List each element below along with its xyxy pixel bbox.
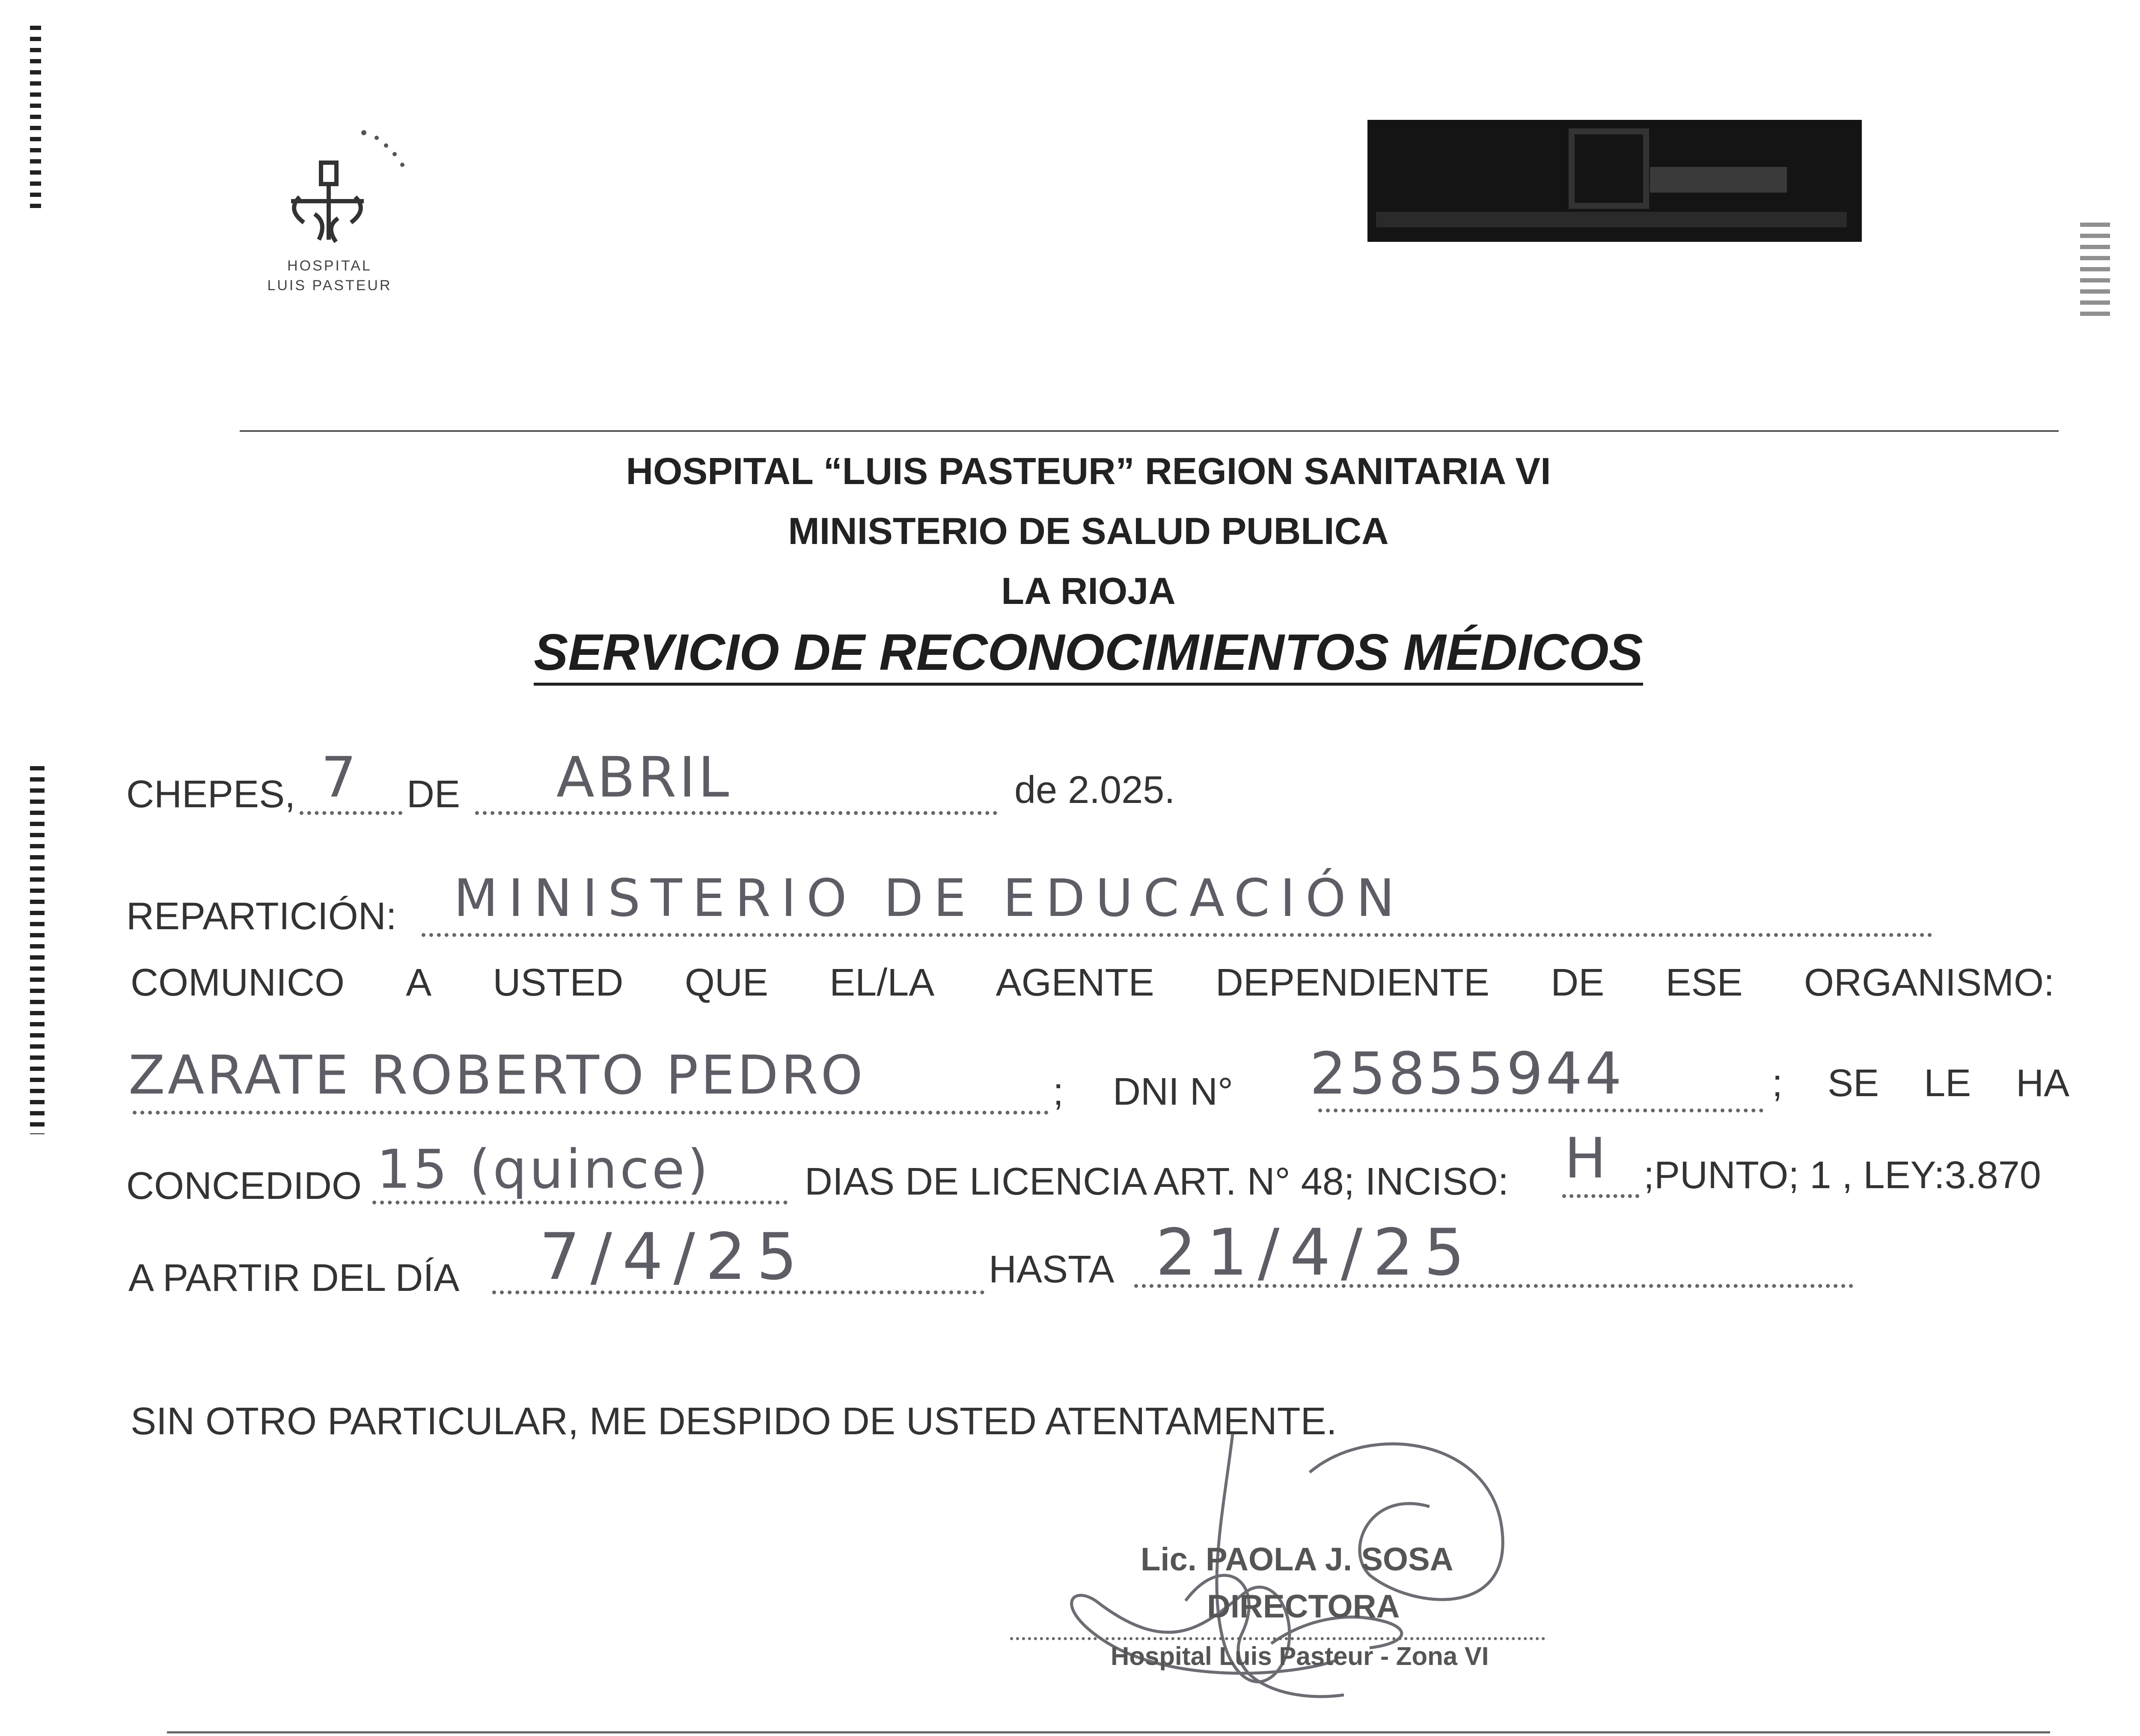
- agent-name-handwritten: ZARATE ROBERTO PEDRO: [128, 1044, 865, 1106]
- signature-title: DIRECTORA: [1207, 1588, 1400, 1625]
- period-from-handwritten: 7/4/25: [539, 1220, 808, 1294]
- concedido-label: CONCEDIDO: [126, 1165, 362, 1207]
- concedido-days-dots: [372, 1201, 788, 1204]
- comunico-word: AGENTE: [996, 961, 1154, 1004]
- agent-semicolon: ;: [1053, 1070, 1064, 1113]
- redacted-block: [1367, 120, 1862, 242]
- header-hospital-line: HOSPITAL “LUIS PASTEUR” REGION SANITARIA VI: [626, 450, 1551, 492]
- bottom-rule: [167, 1731, 2050, 1733]
- reparticion-dots: [422, 933, 1932, 937]
- logo-name: [240, 256, 419, 295]
- period-to-handwritten: 21/4/25: [1156, 1216, 1475, 1290]
- reparticion-label: REPARTICIÓN:: [126, 895, 397, 938]
- reparticion-handwritten: MINISTERIO DE EDUCACIÓN: [454, 869, 1405, 928]
- concedido-dias-text: DIAS DE LICENCIA ART. N° 48; INCISO:: [805, 1160, 1509, 1203]
- period-to-label: HASTA: [989, 1248, 1115, 1291]
- signature-org: Hospital Luis Pasteur - Zona VI: [1111, 1642, 1489, 1671]
- date-city: CHEPES,: [126, 773, 296, 816]
- period-from-label: A PARTIR DEL DÍA: [128, 1257, 460, 1299]
- date-day-dots: [300, 811, 402, 815]
- header-ministry-line: MINISTERIO DE SALUD PUBLICA: [788, 510, 1389, 552]
- logo-name-line1: HOSPITAL: [287, 258, 372, 274]
- date-month-dots: [475, 811, 997, 815]
- signature-dots: [1010, 1637, 1545, 1640]
- scan-edge-left: [30, 766, 45, 1134]
- date-year: de 2.025.: [1014, 769, 1175, 812]
- header-province-line: LA RIOJA: [1001, 570, 1176, 612]
- closing-sentence: SIN OTRO PARTICULAR, ME DESPIDO DE USTED ATENTAMENTE.: [131, 1400, 1337, 1443]
- date-day-handwritten: 7: [321, 745, 359, 810]
- comunico-word: ORGANISMO:: [1804, 961, 2054, 1004]
- inciso-dots: [1562, 1194, 1639, 1198]
- service-title-text: SERVICIO DE RECONOCIMIENTOS MÉDICOS: [534, 624, 1643, 686]
- service-title: [0, 623, 2140, 682]
- date-month-handwritten: ABRIL: [556, 745, 732, 810]
- date-de-label: DE: [407, 773, 461, 816]
- scan-edge-top-left: [30, 26, 41, 210]
- signature-name: Lic. PAOLA J. SOSA: [1141, 1541, 1453, 1578]
- comunico-word: USTED: [493, 961, 624, 1004]
- logo-name-line2: LUIS PASTEUR: [267, 277, 392, 294]
- dni-label: DNI N°: [1113, 1070, 1233, 1113]
- comunico-word: DEPENDIENTE: [1215, 961, 1490, 1004]
- comunico-line: [131, 961, 2054, 1005]
- agent-name-dots: [133, 1111, 1049, 1115]
- comunico-word: A: [406, 961, 432, 1004]
- dni-handwritten: 25855944: [1310, 1040, 1625, 1107]
- comunico-word: ESE: [1665, 961, 1743, 1004]
- dni-dots: [1318, 1109, 1763, 1112]
- scan-edge-right: [2080, 223, 2110, 317]
- inciso-handwritten: H: [1564, 1126, 1609, 1191]
- comunico-word: COMUNICO: [131, 961, 345, 1004]
- comunico-word: DE: [1551, 961, 1605, 1004]
- comunico-word: EL/LA: [829, 961, 935, 1004]
- concedido-days-handwritten: 15 (quince): [377, 1139, 711, 1201]
- agent-tail: ; SE LE HA: [1772, 1062, 2070, 1105]
- concedido-punto-text: ;PUNTO; 1 , LEY:3.870: [1644, 1154, 2041, 1197]
- comunico-word: QUE: [684, 961, 768, 1004]
- header-rule: [240, 430, 2059, 432]
